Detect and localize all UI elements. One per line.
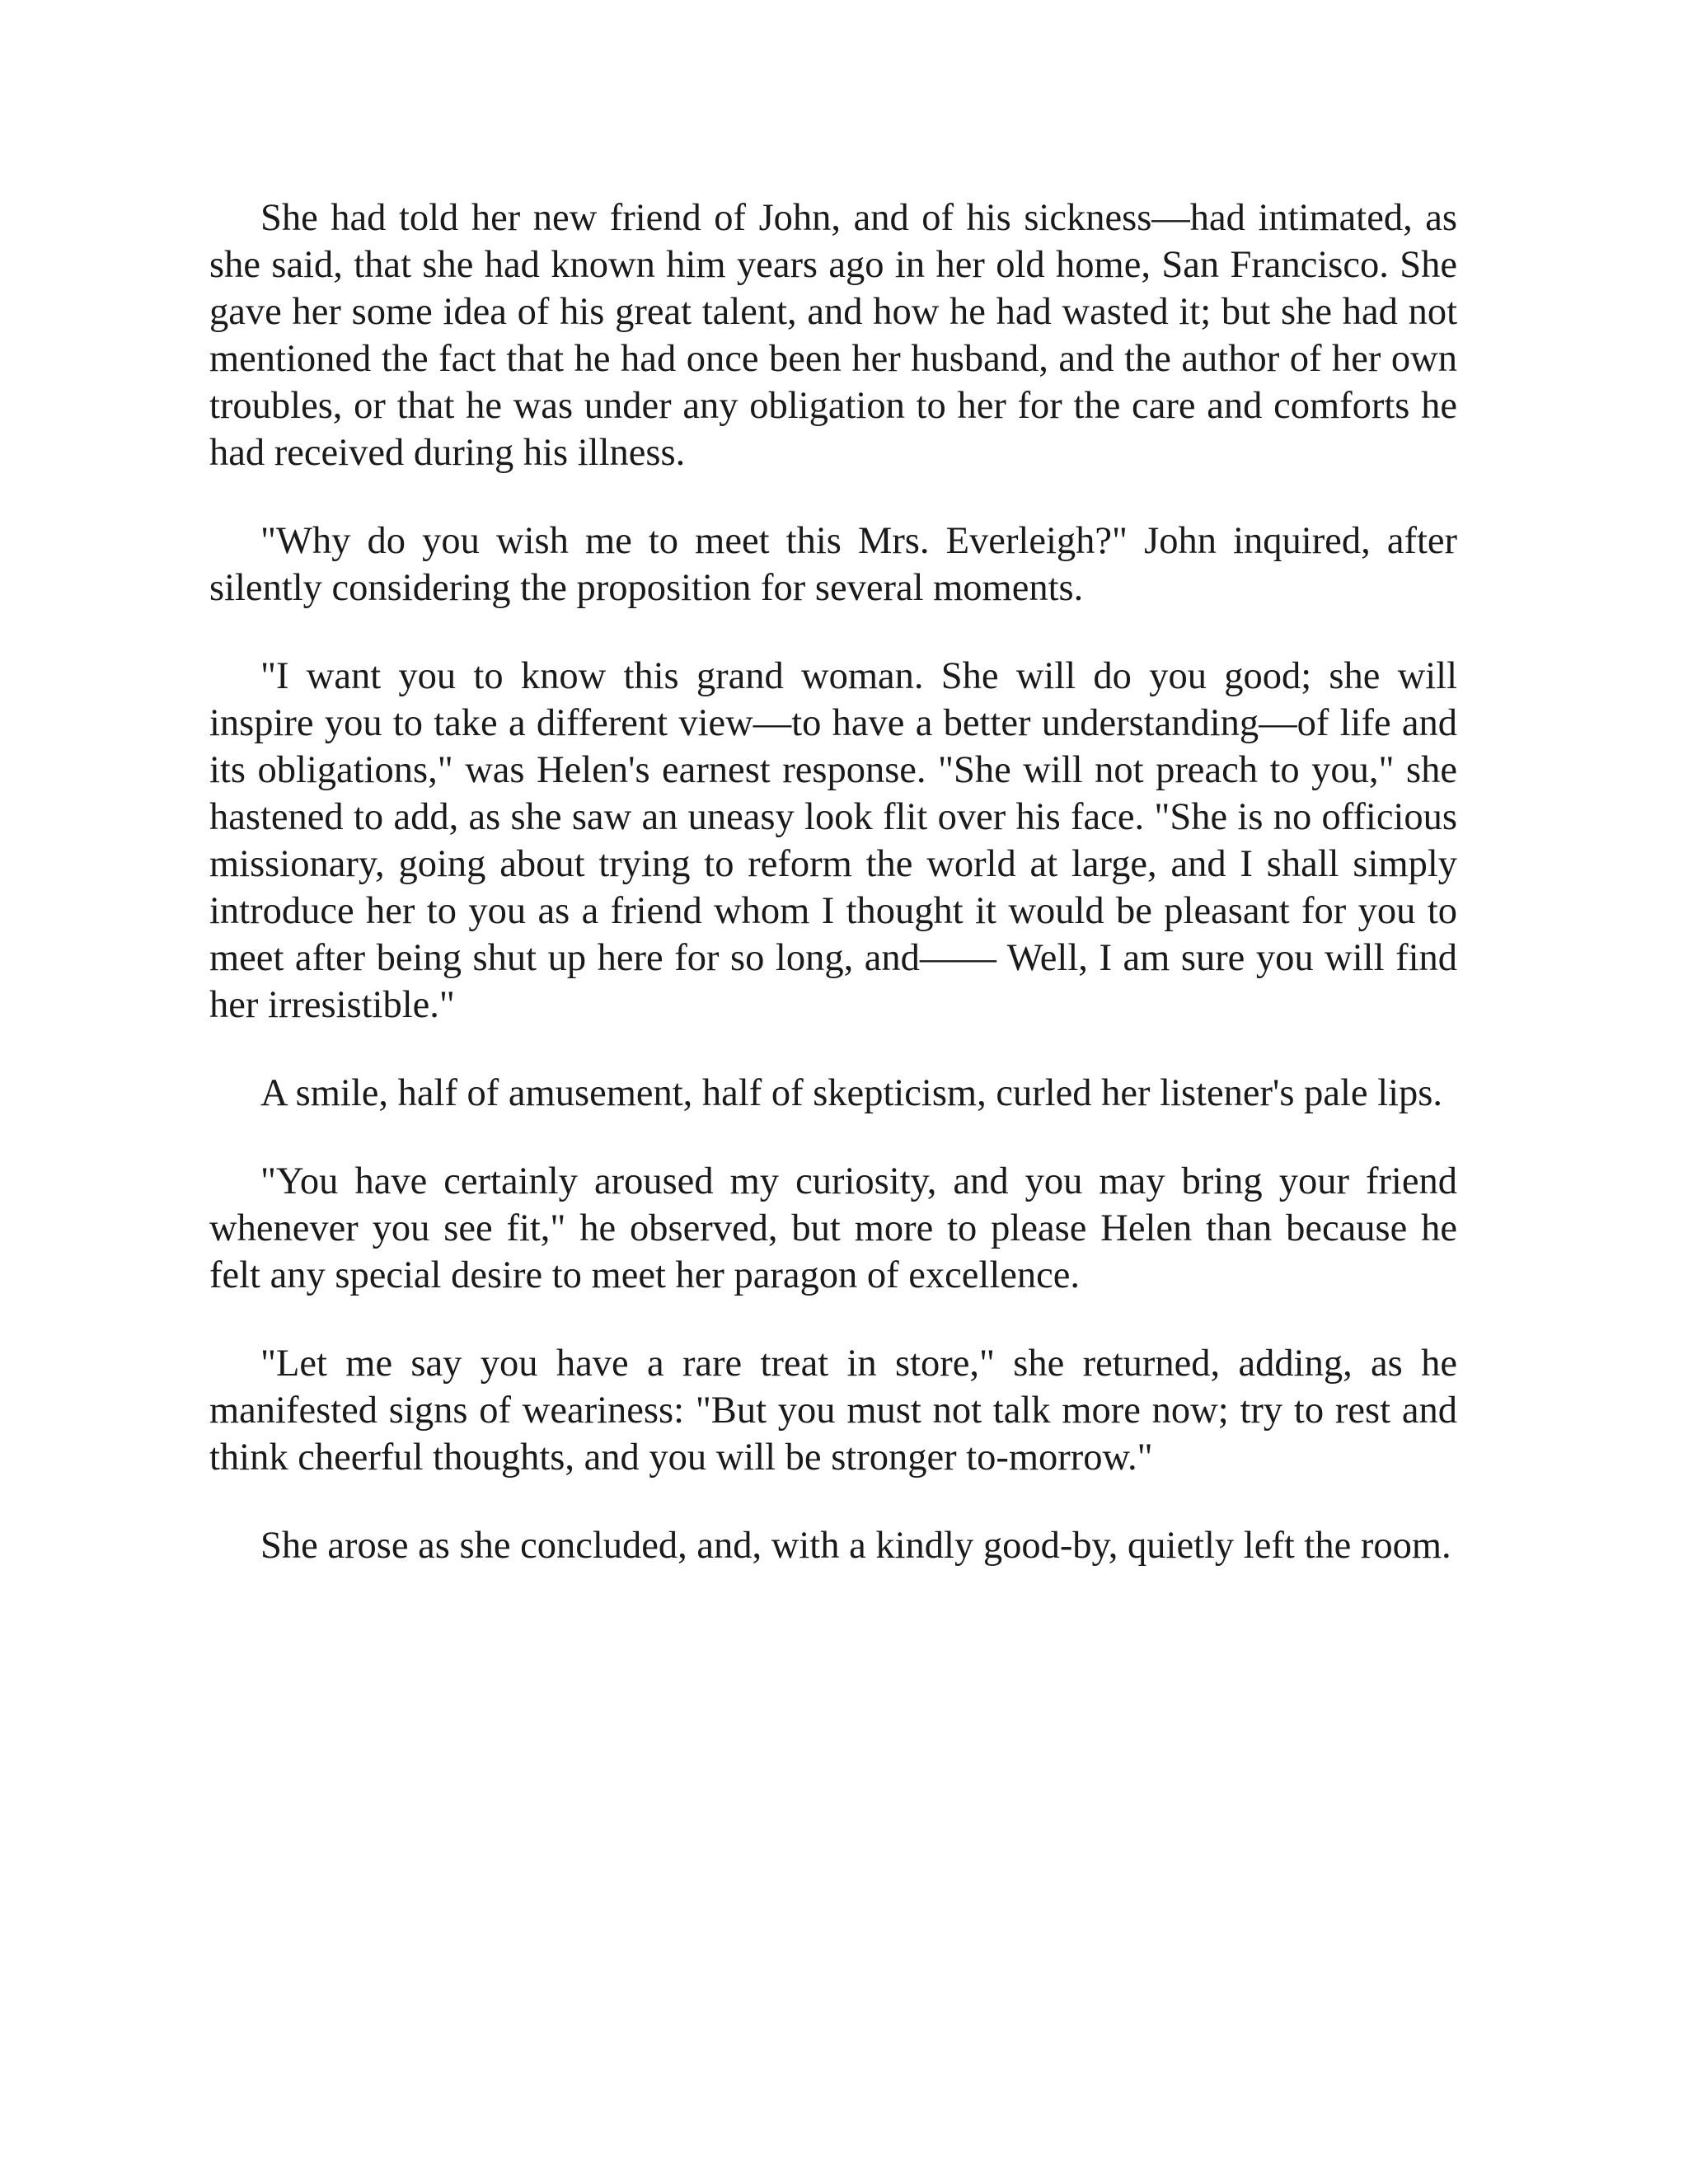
document-page bbox=[209, 194, 1457, 1610]
paragraph-6: "Let me say you have a rare treat in store," she returned, adding, as he manifested signs of weariness: "But you must not talk more now; try to rest and think cheerful thoughts, and you will be stronger to-morrow." bbox=[209, 1343, 1457, 1479]
paragraph-2: "Why do you wish me to meet this Mrs. Everleigh?" John inquired, after silently considering the proposition for several moments. bbox=[209, 520, 1457, 609]
paragraph-4: A smile, half of amusement, half of skepticism, curled her listener's pale lips. bbox=[260, 1072, 1443, 1114]
paragraph-1: She had told her new friend of John, and of his sickness—had intimated, as she said, that she had known him years ago in her old home, San Francisco. She gave her some idea of his great talent, and how he had wasted it; but she had not mentioned the fact that he had once been her husband, and the author of her own troubles, or that he was under any obligation to her for the care and comforts he had received during his illness. bbox=[209, 197, 1457, 474]
paragraph-3: "I want you to know this grand woman. She will do you good; she will inspire you to take a different view—to have a better understanding—of life and its obligations," was Helen's earnest response. "She will not preach to you," she hastened to add, as she saw an uneasy look flit over his face. "She is no officious missionary, going about trying to reform the world at large, and I shall simply introduce her to you as a friend whom I thought it would be pleasant for you to meet after being shut up here for so long, and—— Well, I am sure you will find her irresistible." bbox=[209, 655, 1457, 1026]
paragraph-5: "You have certainly aroused my curiosity, and you may bring your friend whenever you see fit," he observed, but more to please Helen than because he felt any special desire to meet her paragon of excellence. bbox=[209, 1160, 1457, 1296]
paragraph-7: She arose as she concluded, and, with a kindly good-by, quietly left the room. bbox=[260, 1525, 1451, 1567]
